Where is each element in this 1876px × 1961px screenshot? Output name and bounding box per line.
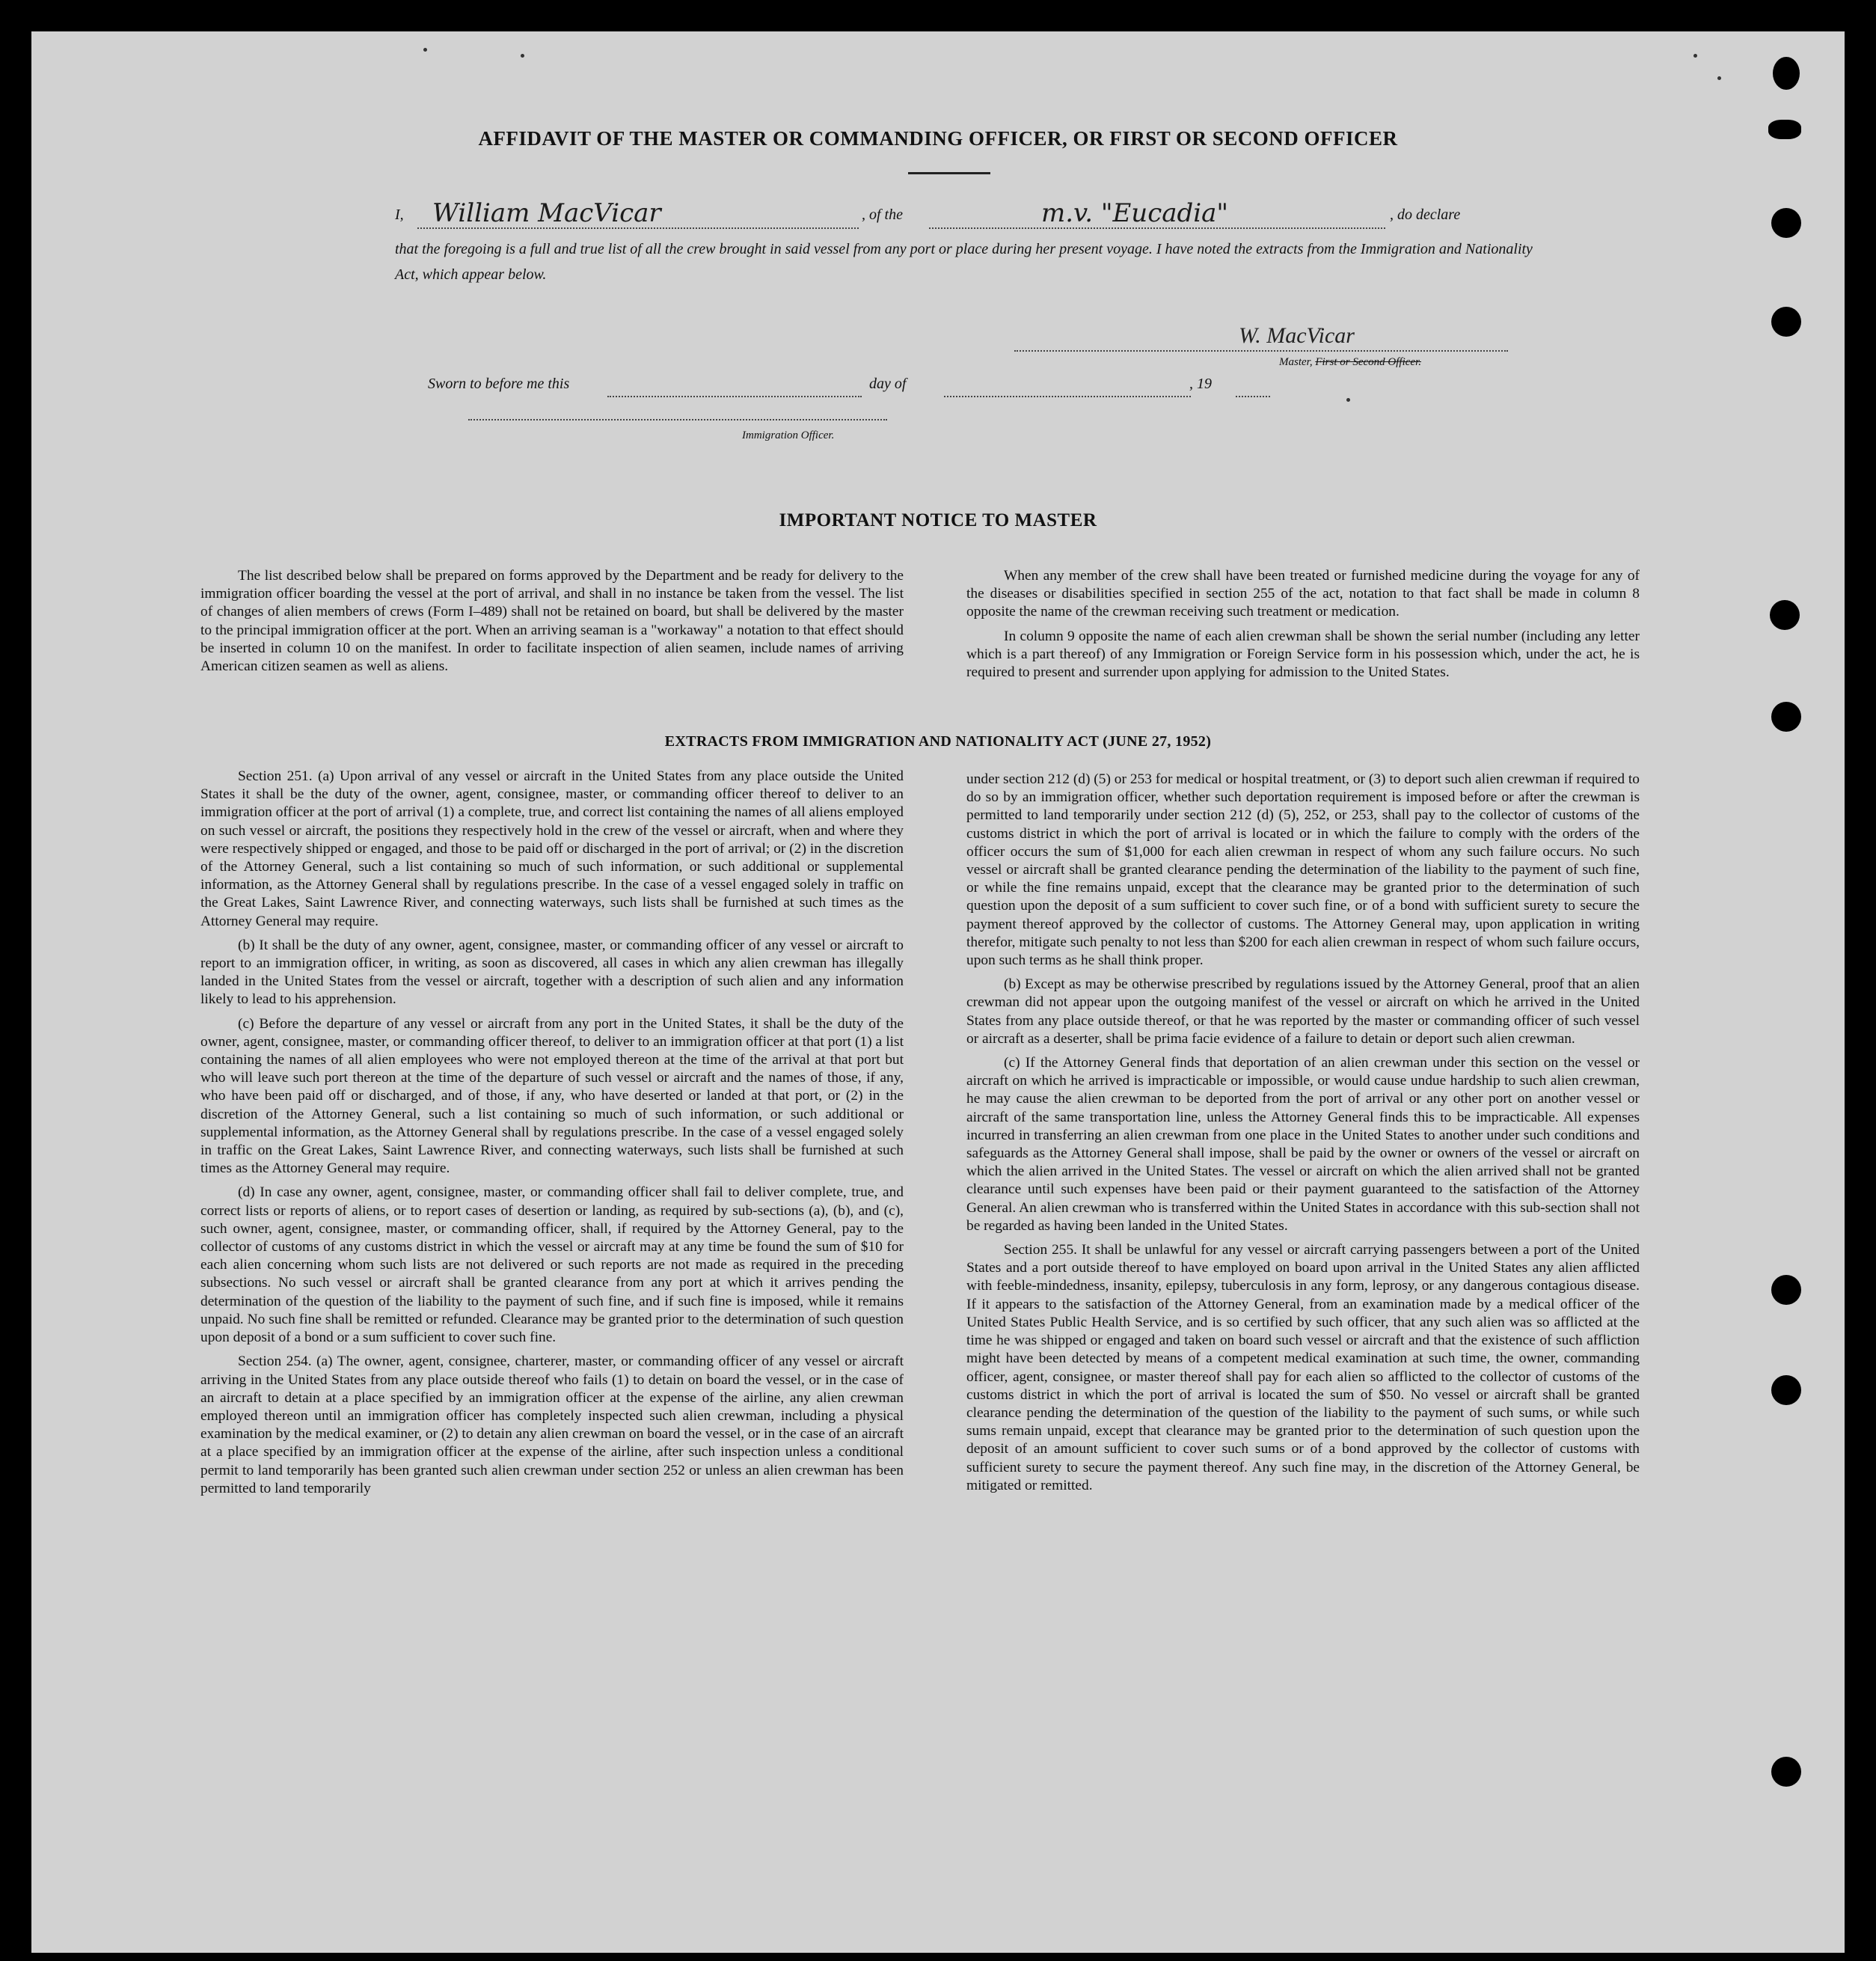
speck	[423, 48, 427, 52]
section-254a: Section 254. (a) The owner, agent, consignee, charterer, master, or commanding officer of any vessel or aircraft arriving in the United States from any place outside thereof who fails (1) to detain on board the vessel, or in the case of an aircraft to detain at a place specified by an immigration officer at the expense of the airline, any alien crewman employed thereon until an immigration officer has completely inspected such alien crewman, including a physical examination by the medical examiner, or (2) to detain any alien crewman on board the vessel, or in the case of an aircraft at a place specified by an immigration officer at the expense of the airline, after such inspection unless a conditional permit to land temporarily has been granted such alien crewman under section 252 or unless an alien crewman has been permitted to land temporarily	[200, 1353, 904, 1496]
document-page	[31, 31, 1845, 1953]
section-254c: (c) If the Attorney General finds that deportation of an alien crewman under this section on the vessel or aircraft on which he arrived is impracticable or impossible, or would cause undue hardship to such alien crewman, he may cause the alien crewman to be deported from the port of arrival or any other port on another vessel or aircraft of the same transportation line, unless the Attorney General finds this to be impracticable. All expenses incurred in transferring an alien crewman from one place in the United States to another under such conditions and safeguards as the Attorney General shall impose, shall be paid by the owner or owners of the vessel or aircraft on which the alien arrived in the United States. The vessel or aircraft on which the alien arrived shall not be granted clearance until such expenses have been paid or their payment guaranteed to the satisfaction of the Attorney General. An alien crewman who is transferred within the United States in accordance with this sub-section shall not be regarded as having been landed in the United States.	[966, 1055, 1640, 1234]
declaration-body: that the foregoing is a full and true list of all the crew brought in said vessel from any port or place during her present voyage. I have noted the extracts from the Immigration and Nationality Act, which appear below.	[395, 241, 1533, 283]
sworn-year: , 19	[1189, 376, 1212, 392]
section-251c: (c) Before the departure of any vessel or aircraft from any port in the United States, it shall be the duty of the owner, agent, consignee, master, or commanding officer thereof, to deliver to an immigration officer at that port (1) a list containing the names of all alien employees who were not employed thereon at the time of the arrival at that port but who will leave such port thereon at the time of the departure of such vessel or aircraft and the names of those, if any, who have been paid off or discharged, and of those, if any, who have deserted or landed at that port, or (2) in the discretion of the Attorney General, such a list containing so much of such information, or such additional or supplemental information, as the Attorney General shall by regulations prescribe. In the case of a vessel engaged solely in traffic on the Great Lakes, Saint Lawrence River, and connecting waterways, such lists shall be furnished at such times as the Attorney General may require.	[200, 1015, 904, 1177]
signature-line	[1014, 320, 1508, 352]
binder-hole	[1771, 1757, 1801, 1787]
signature-caption	[1279, 356, 1421, 369]
sworn-day-field	[607, 373, 862, 397]
notice-right-paragraph: In column 9 opposite the name of each alien crewman shall be shown the serial number (including any letter which is a part thereof) of any Immigration or Foreign Service form in his possession which, under the act, he is required to present and surrender upon applying for admission to the United States.	[966, 628, 1640, 681]
binder-hole	[1770, 600, 1800, 630]
binder-hole	[1771, 208, 1801, 238]
speck	[1717, 76, 1721, 80]
section-254a-continued: under section 212 (d) (5) or 253 for medical or hospital treatment, or (3) to deport such alien crewman if required to do so by an immigration officer, whether such deportation requirement is imposed before or after the crewman is permitted to land temporarily under section 212 (d) (5), 252, or 253, shall pay to the collector of customs of the customs district in which the port of arrival is located or in which the failure to comply with the orders of the officer occurs the sum of $1,000 for each alien crewman in respect of whom any such failure occurs. No such vessel or aircraft shall be granted clearance pending the determination of the liability to the payment of such fine, or while the fine remains unpaid, except that the clearance may be granted prior to the determination of such question upon the deposit of a sum sufficient to cover such fine, or of a bond with sufficient surety to secure the payment thereof approved by the collector of customs. The Attorney General may, upon application in writing therefor, mitigate such penalty to not less than $200 for each alien crewman in respect of whom such failure occurs, upon such terms as he shall think proper.	[966, 771, 1640, 969]
sworn-line	[395, 372, 1278, 402]
notice-title: IMPORTANT NOTICE TO MASTER	[779, 510, 1097, 530]
declaration	[395, 198, 1539, 287]
extracts-left-column	[200, 768, 904, 1504]
section-251a: Section 251. (a) Upon arrival of any vessel or aircraft in the United States from any place outside the United States it shall be the duty of the owner, agent, consignee, master, or commanding officer thereof to deliver to an immigration officer at the port of arrival (1) a complete, true, and correct list containing the names of all aliens employed on such vessel or aircraft, the positions they respectively hold in the crew of the vessel or aircraft, when and where they were respectively shipped or engaged, and those to be paid off or discharged in the port of arrival; or (2) in the discretion of the Attorney General, such a list containing so much of such information, or such additional or supplemental information, as the Attorney General shall by regulations prescribe. In the case of a vessel engaged solely in traffic on the Great Lakes, Saint Lawrence River, and connecting waterways, such lists shall be furnished at such times as the Attorney General may require.	[200, 768, 904, 929]
section-254b: (b) Except as may be otherwise prescribed by regulations issued by the Attorney General, proof that an alien crewman did not appear upon the outgoing manifest of the vessel or aircraft on which he arrived in the United States from any place outside thereof, or that he was reported by the master or commanding officer of such vessel or aircraft as a deserter, shall be prima facie evidence of a failure to detain or deport such alien crewman.	[966, 976, 1640, 1047]
vessel-field	[929, 198, 1385, 229]
notice-right-column	[966, 567, 1640, 688]
binder-hole	[1773, 57, 1800, 90]
extracts-title: EXTRACTS FROM IMMIGRATION AND NATIONALITY ACT (JUNE 27, 1952)	[664, 733, 1212, 750]
vessel-handwriting: m.v. "Eucadia"	[1041, 198, 1229, 228]
binder-hole	[1771, 1375, 1801, 1405]
speck	[521, 54, 524, 58]
sworn-year-field	[1236, 373, 1270, 397]
immigration-officer-line	[468, 419, 887, 420]
title-rule	[908, 172, 990, 174]
do-declare-label: , do declare	[1390, 206, 1461, 223]
section-255: Section 255. It shall be unlawful for any vessel or aircraft carrying passengers between a port of the United States and a port outside thereof to have employed on board upon arrival in the United States any alien afflicted with feeble-mindedness, insanity, epilepsy, tuberculosis in any form, leprosy, or any dangerous contagious disease. If it appears to the satisfaction of the Attorney General, from an examination made by a medical officer of the United States Public Health Service, and is so certified by such officer, that any such alien was so afflicted at the time he was shipped or engaged and taken on board such vessel or aircraft and that the existence of such affliction might have been detected by means of a competent medical examination at such time, the owner, commanding officer, agent, consignee, or master thereof shall pay for each alien so afflicted to the collector of customs of the customs district in which the port of arrival is located the sum of $50. No vessel or aircraft shall be granted clearance pending the determination of the question of the liability to the payment of such sums, or while such sums remain unpaid, except that clearance may be granted prior to the determination of such question upon the deposit of an amount sufficient to cover such sums or of a bond approved by the collector of customs with sufficient surety to secure the payment thereof. Any such fine may, in the discretion of the Attorney General, be mitigated or remitted.	[966, 1242, 1640, 1493]
declaration-line	[395, 198, 1539, 236]
binder-hole	[1771, 307, 1801, 337]
immigration-officer-caption: Immigration Officer.	[742, 429, 835, 441]
notice-left-column	[200, 567, 904, 682]
notice-right-paragraph: When any member of the crew shall have been treated or furnished medicine during the voyage for any of the diseases or disabilities specified in section 255 of the act, notation to that fact shall be made in column 8 opposite the name of the crewman receiving such treatment or medication.	[966, 568, 1640, 620]
notice-left-paragraph: The list described below shall be prepared on forms approved by the Department and be ready for delivery to the immigration officer boarding the vessel at the port of arrival, and shall in no instance be taken from the vessel. The list of changes of alien members of crews (Form I–489) shall not be retained on board, but shall be delivered by the master to the principal immigration officer at the port. When an arriving seaman is a "workaway" a notation to that effect should be inserted in column 10 on the manifest. In order to facilitate inspection of alien seamen, include names of arriving American citizen seamen as well as aliens.	[200, 568, 904, 675]
binder-hole	[1771, 702, 1801, 732]
section-251d: (d) In case any owner, agent, consignee, master, or commanding officer shall fail to deliver complete, true, and correct lists or reports of aliens, or to report cases of desertion or landing, as required by sub-sections (a), (b), and (c), such owner, agent, consignee, master, or commanding officer, shall, if required by the Attorney General, pay to the collector of customs of any customs district in which the vessel or aircraft may at any time be found the sum of $10 for each alien concerning whom such lists are not delivered or such reports are not made as required in the preceding subsections. No such vessel or aircraft shall be granted clearance from any port at which it arrives pending the determination of the question of the liability to the payment of such fine, and if such fine is imposed, while it remains unpaid. No such fine shall be remitted or refunded. Clearance may be granted prior to the determination of such question upon deposit of a bond or a sum sufficient to cover such fine.	[200, 1184, 904, 1346]
section-251b: (b) It shall be the duty of any owner, agent, consignee, master, or commanding officer of any vessel or aircraft to report to an immigration officer, in writing, as soon as discovered, all cases in which any alien crewman has illegally landed in the United States from the vessel or aircraft, together with a description of such alien and any information likely to lead to his apprehension.	[200, 937, 904, 1008]
name-field	[417, 198, 859, 229]
affidavit-title: AFFIDAVIT OF THE MASTER OR COMMANDING OFFICER, OR FIRST OR SECOND OFFICER	[478, 127, 1398, 150]
of-the-label: , of the	[862, 206, 903, 223]
speck	[1693, 54, 1697, 58]
caption-struck: First or Second Officer.	[1315, 356, 1421, 368]
sworn-day-of: day of	[869, 376, 907, 392]
signature-handwriting: W. MacVicar	[1239, 323, 1355, 348]
speck	[1346, 398, 1350, 402]
sworn-prefix: Sworn to before me this	[428, 376, 570, 392]
name-handwriting: William MacVicar	[432, 198, 661, 228]
extracts-right-column	[966, 771, 1640, 1501]
pronoun-label: I,	[395, 206, 404, 223]
caption-master: Master,	[1279, 356, 1313, 368]
binder-hole	[1771, 1275, 1801, 1305]
sworn-month-field	[944, 373, 1191, 397]
